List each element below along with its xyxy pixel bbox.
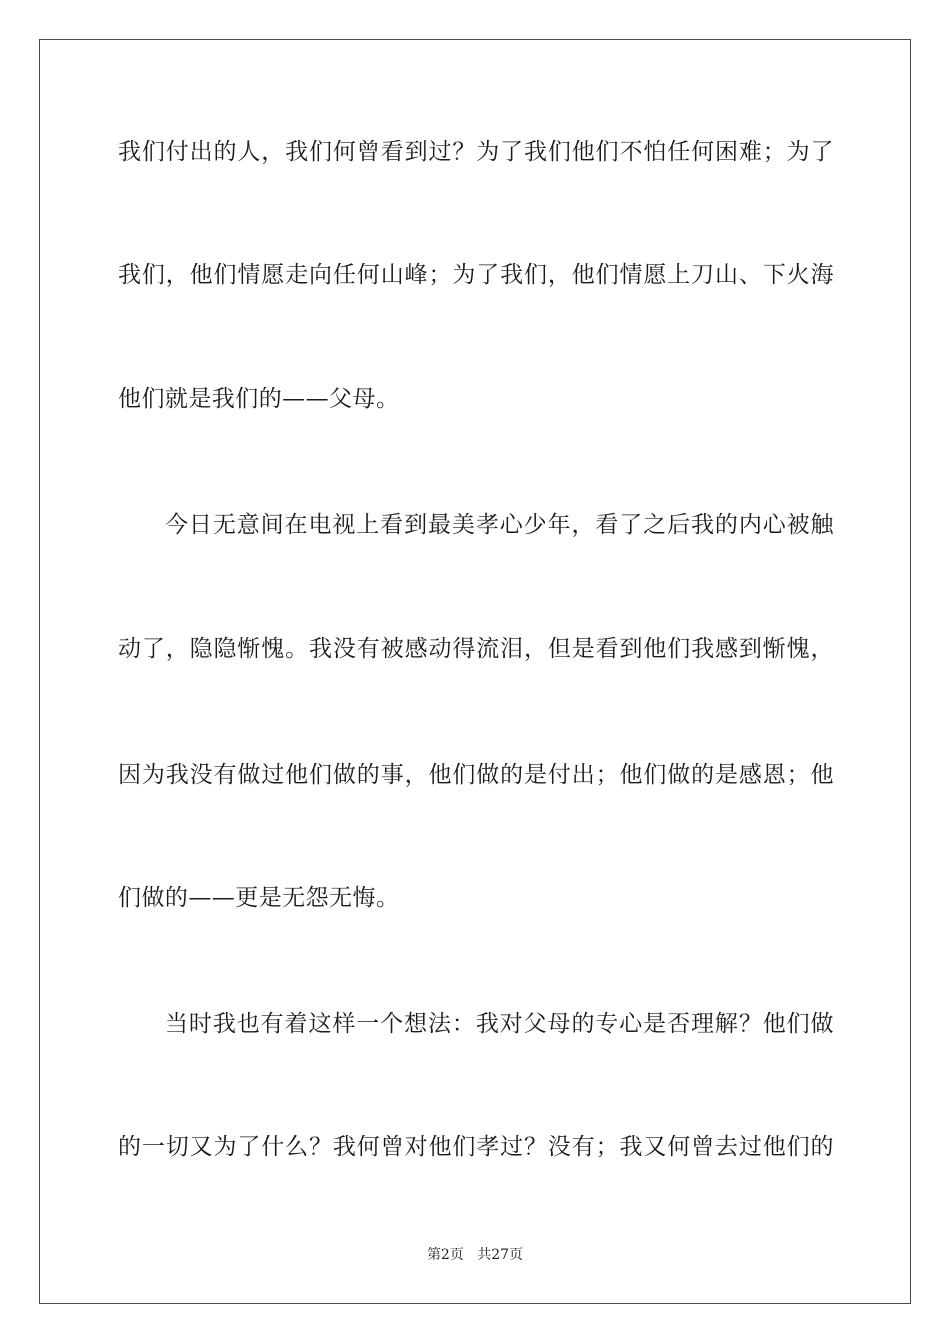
text-line-1: 我们付出的人，我们何曾看到过？为了我们他们不怕任何困难；为了 (118, 139, 834, 165)
text-line-3: 他们就是我们的——父母。 (118, 386, 400, 412)
text-line-9: 的一切又为了什么？我何曾对他们孝过？没有；我又何曾去过他们的 (118, 1134, 834, 1160)
text-line-6: 因为我没有做过他们做的事，他们做的是付出；他们做的是感恩；他 (118, 762, 834, 788)
text-line-7: 们做的——更是无怨无悔。 (118, 885, 400, 911)
text-line-2: 我们，他们情愿走向任何山峰；为了我们，他们情愿上刀山、下火海 (118, 262, 834, 288)
page-total: 共27页 (477, 1247, 524, 1263)
text-line-4: 今日无意间在电视上看到最美孝心少年，看了之后我的内心被触 (165, 512, 834, 538)
page-border (39, 39, 911, 1304)
text-line-5: 动了，隐隐惭愧。我没有被感动得流泪，但是看到他们我感到惭愧， (118, 636, 834, 662)
page-footer (0, 1246, 950, 1264)
text-line-8: 当时我也有着这样一个想法：我对父母的专心是否理解？他们做 (165, 1011, 834, 1037)
page-number: 第2页 (426, 1247, 464, 1263)
